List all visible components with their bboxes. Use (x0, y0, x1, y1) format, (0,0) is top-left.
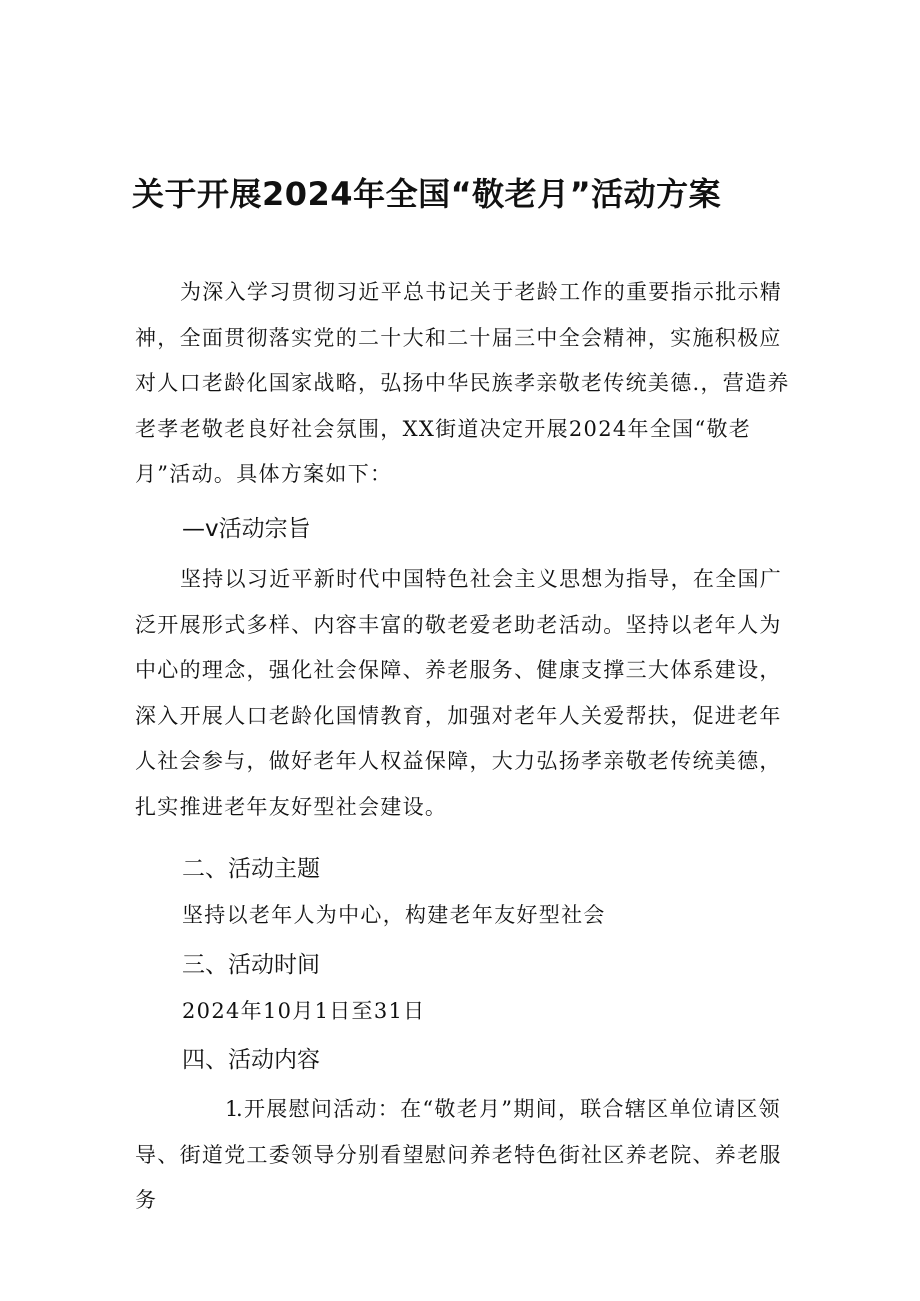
section-heading-theme: 二、活动主题 (182, 856, 320, 882)
item-number: 1 (225, 1097, 240, 1121)
document-title: 关于开展2024年全国“敬老月”活动方案 (132, 175, 722, 213)
item-text: .开展慰问活动：在“敬老月”期间，联合辖区单位请区领导、街道党工委领导分别看望慰问养老特色街社区养老院、养老服务 (135, 1097, 782, 1213)
theme-text: 坚持以老年人为中心，构建老年友好型社会 (182, 903, 606, 927)
purpose-paragraph: 坚持以习近平新时代中国特色社会主义思想为指导，在全国广泛开展形式多样、内容丰富的敬老爱老助老活动。坚持以老年人为中心的理念，强化社会保障、养老服务、健康支撑三大体系建设，深入开展人口老龄化国情教育，加强对老年人关爱帮扶，促进老年人社会参与，做好老年人权益保障，大力弘扬孝亲敬老传统美德，扎实推进老年友好型社会建设。 (135, 567, 783, 819)
time-text: 2024年10月1日至31日 (182, 999, 426, 1023)
section-heading-purpose: —v活动宗旨 (182, 516, 311, 542)
content-item-1 (135, 1087, 795, 1224)
section-heading-time: 三、活动时间 (182, 952, 320, 978)
section-heading-content: 四、活动内容 (182, 1047, 320, 1073)
intro-paragraph: 为深入学习贯彻习近平总书记关于老龄工作的重要指示批示精神，全面贯彻落实党的二十大和二十届三中全会精神，实施积极应对人口老龄化国家战略，弘扬中华民族孝亲敬老传统美德.，营造养老孝老敬老良好社会氛围，XX街道决定开展2024年全国“敬老月”活动。具体方案如下： (135, 280, 790, 487)
